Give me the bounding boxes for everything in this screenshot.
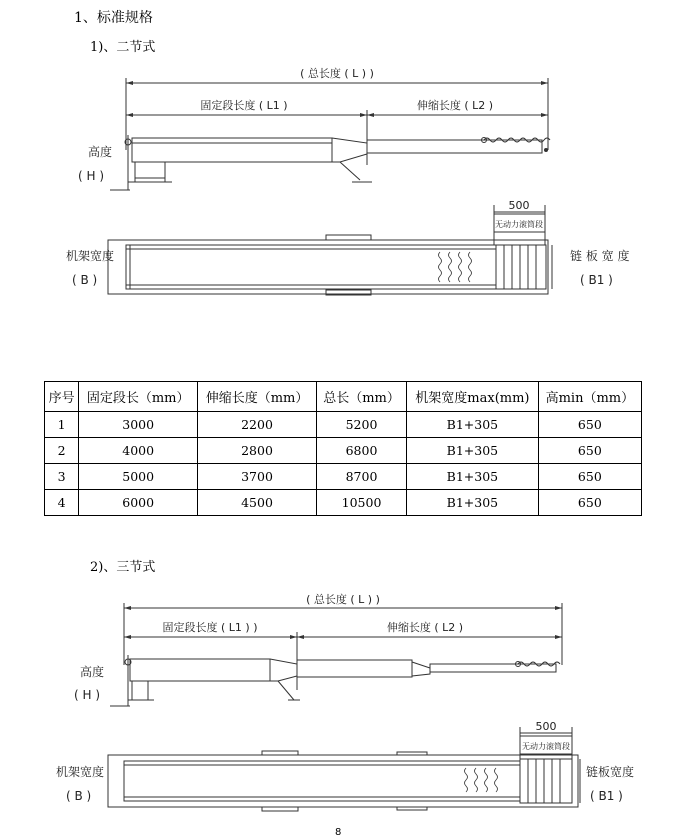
section-heading: 1、标准规格 bbox=[74, 10, 153, 26]
unpowered-length: 500 bbox=[508, 199, 530, 212]
cell: 1 bbox=[45, 412, 79, 438]
height-label: 高度 bbox=[88, 145, 113, 159]
col-index: 序号 bbox=[45, 382, 79, 412]
frame-width-symbol-2: ( B ) bbox=[66, 789, 92, 803]
cell: 3 bbox=[45, 464, 79, 490]
cell: 8700 bbox=[316, 464, 406, 490]
conveyor-top-view bbox=[108, 235, 552, 295]
unpowered-length-2: 500 bbox=[535, 720, 557, 733]
table-row bbox=[45, 438, 642, 464]
cell: 4000 bbox=[79, 438, 198, 464]
table-row bbox=[45, 490, 642, 516]
chain-width-label: 链 板 宽 度 bbox=[570, 249, 630, 263]
col-min-height: 高min（mm） bbox=[538, 382, 641, 412]
unpowered-section-label: 无动力滚筒段 bbox=[495, 220, 543, 229]
subsection-heading-three-stage: 2)、三节式 bbox=[90, 560, 156, 575]
height-label-2: 高度 bbox=[80, 665, 105, 679]
cell: 3700 bbox=[198, 464, 317, 490]
frame-width-symbol: ( B ) bbox=[72, 273, 98, 287]
telescopic-length-label-2: 伸缩长度 ( L2 ) bbox=[386, 621, 464, 634]
cell: 5200 bbox=[316, 412, 406, 438]
cell: 6000 bbox=[79, 490, 198, 516]
chain-width-label-2: 链板宽度 bbox=[586, 765, 635, 779]
col-telescopic-length: 伸缩长度（mm） bbox=[198, 382, 317, 412]
roller-spring-top-2 bbox=[465, 768, 498, 792]
spec-table bbox=[44, 381, 642, 516]
table-header-row bbox=[45, 382, 642, 412]
frame-width-label: 机架宽度 bbox=[66, 249, 115, 263]
cell: 650 bbox=[538, 464, 641, 490]
chain-width-symbol-2: ( B1 ) bbox=[590, 789, 623, 803]
conveyor-side-view-2 bbox=[110, 655, 556, 706]
cell: B1+305 bbox=[407, 464, 539, 490]
total-length-label: ( 总长度 ( L ) ) bbox=[300, 67, 374, 80]
col-total-length: 总长（mm） bbox=[316, 382, 406, 412]
cell: B1+305 bbox=[407, 412, 539, 438]
conveyor-top-view-2 bbox=[108, 751, 580, 811]
col-frame-width: 机架宽度max(mm) bbox=[407, 382, 539, 412]
chain-width-symbol: ( B1 ) bbox=[580, 273, 613, 287]
cell: 650 bbox=[538, 490, 641, 516]
two-stage-diagram bbox=[0, 60, 684, 300]
cell: 2200 bbox=[198, 412, 317, 438]
cell: 2 bbox=[45, 438, 79, 464]
fixed-length-label: 固定段长度 ( L1 ) bbox=[200, 99, 288, 112]
cell: 3000 bbox=[79, 412, 198, 438]
telescopic-length-label: 伸缩长度 ( L2 ) bbox=[416, 99, 494, 112]
cell: 6800 bbox=[316, 438, 406, 464]
page-number: 8 bbox=[335, 827, 342, 838]
height-symbol: ( H ) bbox=[78, 169, 105, 183]
cell: 650 bbox=[538, 438, 641, 464]
cell: B1+305 bbox=[407, 438, 539, 464]
cell: 2800 bbox=[198, 438, 317, 464]
cell: 10500 bbox=[316, 490, 406, 516]
cell: 5000 bbox=[79, 464, 198, 490]
unpowered-section-label-2: 无动力滚筒段 bbox=[522, 742, 570, 751]
table-row bbox=[45, 412, 642, 438]
subsection-heading-two-stage: 1)、二节式 bbox=[90, 40, 156, 55]
cell: 650 bbox=[538, 412, 641, 438]
height-symbol-2: ( H ) bbox=[74, 688, 101, 702]
three-stage-diagram bbox=[0, 585, 684, 815]
cell: 4500 bbox=[198, 490, 317, 516]
roller-spring-top bbox=[439, 252, 472, 282]
frame-width-label-2: 机架宽度 bbox=[56, 765, 105, 779]
cell: B1+305 bbox=[407, 490, 539, 516]
cell: 4 bbox=[45, 490, 79, 516]
col-fixed-length: 固定段长（mm） bbox=[79, 382, 198, 412]
total-length-label-2: ( 总长度 ( L ) ) bbox=[306, 593, 380, 606]
conveyor-side-view bbox=[110, 135, 542, 190]
fixed-length-label-2: 固定段长度 ( L1 ) ) bbox=[162, 621, 258, 634]
table-row bbox=[45, 464, 642, 490]
